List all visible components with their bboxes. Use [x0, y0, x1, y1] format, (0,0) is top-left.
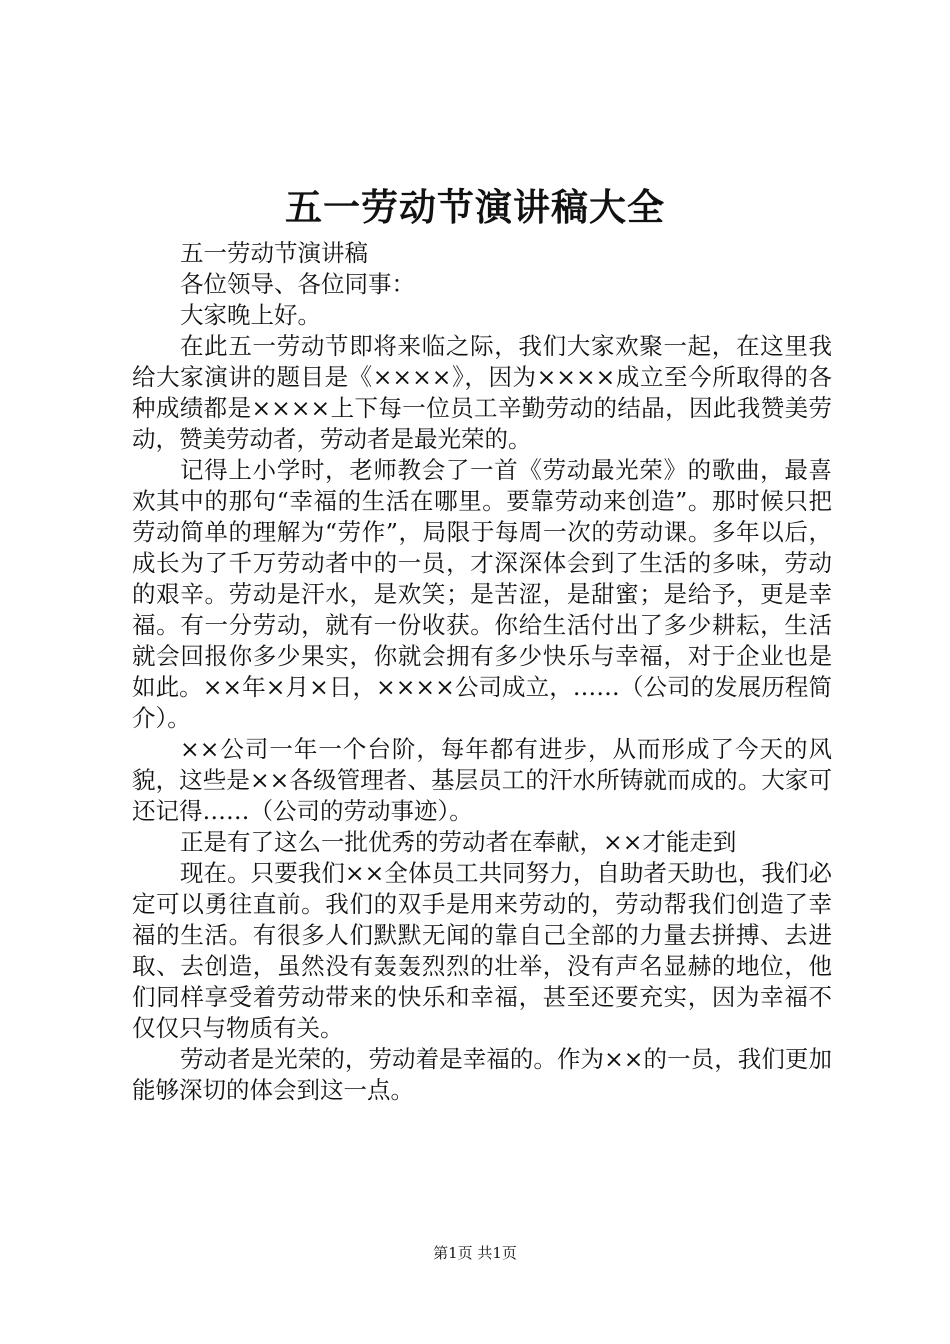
paragraph: 在此五一劳动节即将来临之际，我们大家欢聚一起，在这里我给大家演讲的题目是《××××》，因为××××成立至今所取得的各种成绩都是××××上下每一位员工辛勤劳动的结晶，因此我赞美劳动，赞美劳动者，劳动者是最光荣的。 [132, 332, 832, 453]
paragraph-heading: 五一劳动节演讲稿 [180, 239, 368, 267]
paragraph: 正是有了这么一批优秀的劳动者在奉献，××才能走到 [180, 828, 737, 856]
page-footer: 第1页 共1页 [433, 1244, 517, 1262]
paragraph: ××公司一年一个台阶，每年都有进步，从而形成了今天的风貌，这些是××各级管理者、基层员工的汗水所铸就而成的。大家可还记得……（公司的劳动事迹）。 [132, 735, 832, 825]
paragraph: 现在。只要我们××全体员工共同努力，自助者天助也，我们必定可以勇往直前。我们的双手是用来劳动的，劳动帮我们创造了幸福的生活。有很多人们默默无闻的靠自己全部的力量去拼搏、去进取、去创造，虽然没有轰轰烈烈的壮举，没有声名显赫的地位，他们同样享受着劳动带来的快乐和幸福，甚至还要充实，因为幸福不仅仅只与物质有关。 [132, 859, 832, 1042]
paragraph: 记得上小学时，老师教会了一首《劳动最光荣》的歌曲，最喜欢其中的那句“幸福的生活在哪里。要靠劳动来创造”。那时候只把劳动简单的理解为“劳作”，局限于每周一次的劳动课。多年以后，成长为了千万劳动者中的一员，才深深体会到了生活的多味，劳动的艰辛。劳动是汗水，是欢笑；是苦涩，是甜蜜；是给予，更是幸福。有一分劳动，就有一份收获。你给生活付出了多少耕耘，生活就会回报你多少果实，你就会拥有多少快乐与幸福，对于企业也是如此。××年×月×日，××××公司成立，……（公司的发展历程简介）。 [132, 456, 832, 732]
paragraph-salutation: 各位领导、各位同事： [180, 270, 415, 298]
document-body [132, 238, 832, 1106]
paragraph: 劳动者是光荣的，劳动着是幸福的。作为××的一员，我们更加能够深切的体会到这一点。 [132, 1045, 832, 1104]
paragraph-greeting: 大家晚上好。 [180, 301, 321, 329]
document-title: 五一劳动节演讲稿大全 [285, 186, 665, 229]
